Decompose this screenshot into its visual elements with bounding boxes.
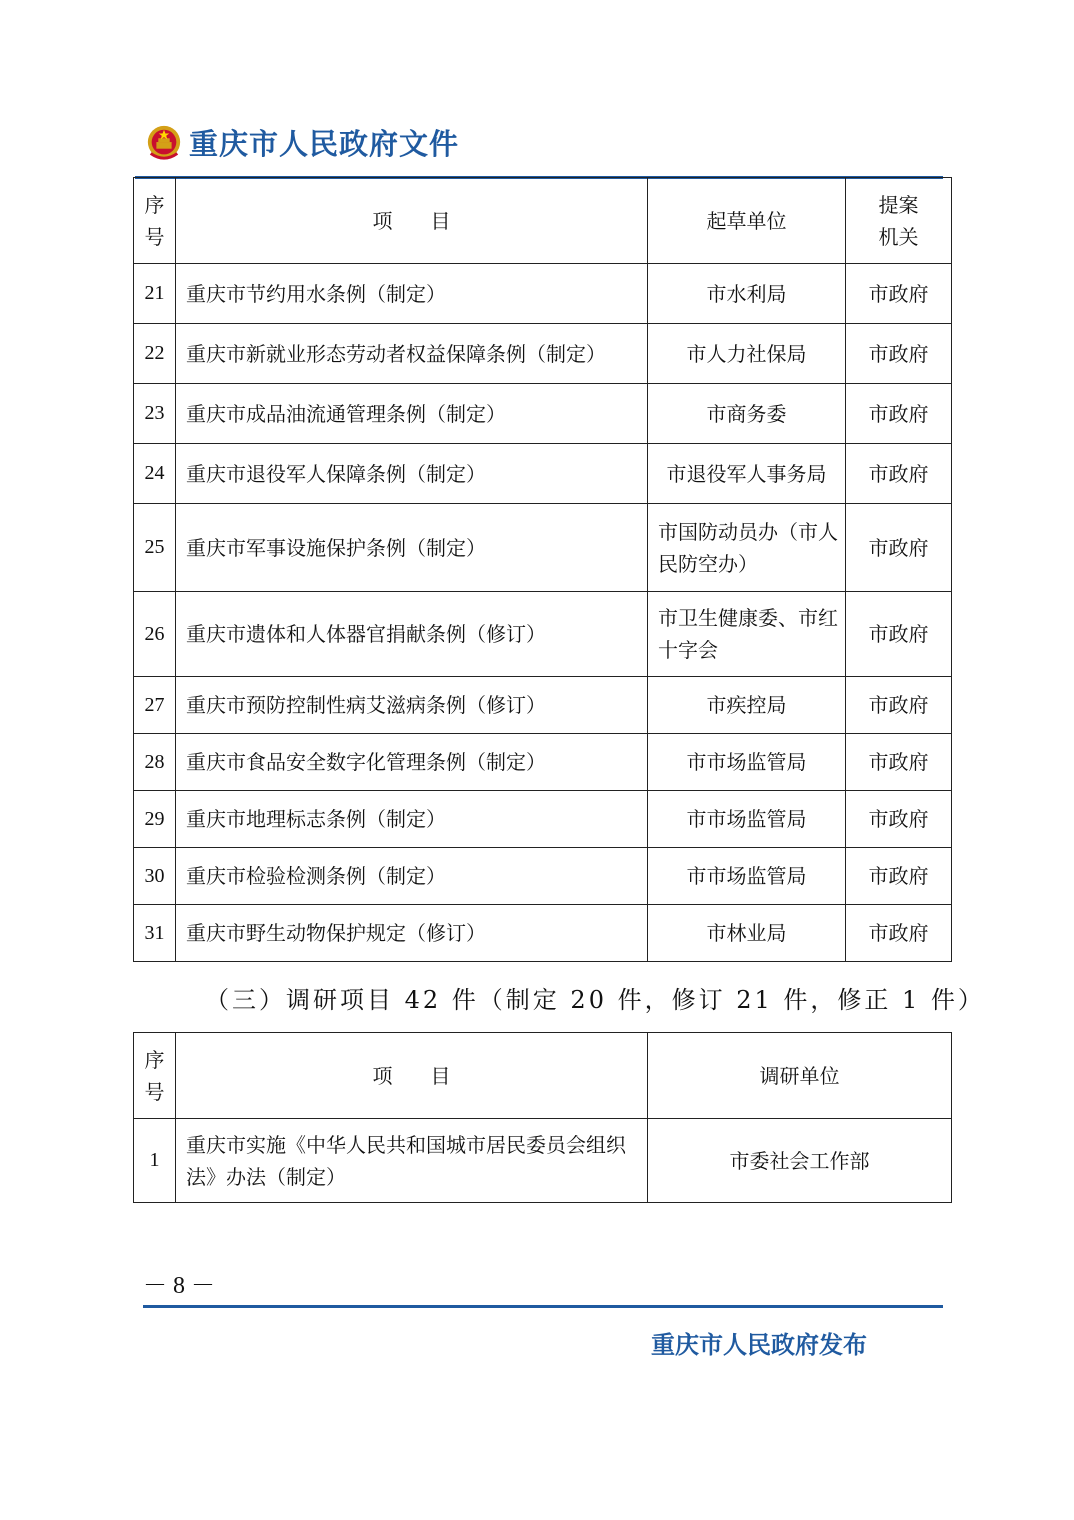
row-number: 26 bbox=[134, 592, 176, 677]
row-drafter: 市水利局 bbox=[648, 264, 846, 324]
row-item: 重庆市实施《中华人民共和国城市居民委员会组织法》办法（制定） bbox=[176, 1119, 648, 1203]
footer-rule bbox=[143, 1305, 943, 1308]
row-item: 重庆市食品安全数字化管理条例（制定） bbox=[176, 734, 648, 791]
header-unit: 调研单位 bbox=[648, 1033, 952, 1119]
row-number: 31 bbox=[134, 905, 176, 962]
row-proposer: 市政府 bbox=[846, 848, 952, 905]
row-number: 30 bbox=[134, 848, 176, 905]
row-item: 重庆市遗体和人体器官捐献条例（修订） bbox=[176, 592, 648, 677]
row-drafter: 市市场监管局 bbox=[648, 791, 846, 848]
national-emblem-icon bbox=[145, 123, 183, 163]
row-drafter: 市市场监管局 bbox=[648, 848, 846, 905]
row-item: 重庆市节约用水条例（制定） bbox=[176, 264, 648, 324]
row-number: 1 bbox=[134, 1119, 176, 1203]
header-no: 序 号 bbox=[134, 1033, 176, 1119]
row-number: 24 bbox=[134, 444, 176, 504]
table-row bbox=[134, 384, 952, 444]
row-number: 28 bbox=[134, 734, 176, 791]
table-row bbox=[134, 1119, 952, 1203]
row-proposer: 市政府 bbox=[846, 324, 952, 384]
row-proposer: 市政府 bbox=[846, 677, 952, 734]
row-item: 重庆市新就业形态劳动者权益保障条例（制定） bbox=[176, 324, 648, 384]
header-item: 项 目 bbox=[176, 1033, 648, 1119]
table-row bbox=[134, 444, 952, 504]
legislation-table bbox=[133, 177, 952, 962]
row-drafter: 市疾控局 bbox=[648, 677, 846, 734]
row-proposer: 市政府 bbox=[846, 264, 952, 324]
row-proposer: 市政府 bbox=[846, 905, 952, 962]
row-item: 重庆市成品油流通管理条例（制定） bbox=[176, 384, 648, 444]
publisher-label: 重庆市人民政府发布 bbox=[651, 1330, 867, 1359]
row-proposer: 市政府 bbox=[846, 384, 952, 444]
header-proposer: 提案 机关 bbox=[846, 178, 952, 264]
table-row bbox=[134, 677, 952, 734]
table-row bbox=[134, 791, 952, 848]
table-row bbox=[134, 905, 952, 962]
row-drafter: 市卫生健康委、市红十字会 bbox=[648, 592, 846, 677]
row-item: 重庆市检验检测条例（制定） bbox=[176, 848, 648, 905]
row-item: 重庆市地理标志条例（制定） bbox=[176, 791, 648, 848]
row-proposer: 市政府 bbox=[846, 504, 952, 592]
table-row bbox=[134, 734, 952, 791]
row-drafter: 市市场监管局 bbox=[648, 734, 846, 791]
row-proposer: 市政府 bbox=[846, 592, 952, 677]
row-item: 重庆市预防控制性病艾滋病条例（修订） bbox=[176, 677, 648, 734]
table-header-row bbox=[134, 1033, 952, 1119]
row-item: 重庆市退役军人保障条例（制定） bbox=[176, 444, 648, 504]
table-row bbox=[134, 504, 952, 592]
row-item: 重庆市野生动物保护规定（修订） bbox=[176, 905, 648, 962]
row-proposer: 市政府 bbox=[846, 791, 952, 848]
table-header-row bbox=[134, 178, 952, 264]
row-number: 25 bbox=[134, 504, 176, 592]
table-row bbox=[134, 324, 952, 384]
section-heading: （三）调研项目 42 件（制定 20 件，修订 21 件，修正 1 件） bbox=[205, 986, 985, 1014]
row-proposer: 市政府 bbox=[846, 734, 952, 791]
header-no: 序 号 bbox=[134, 178, 176, 264]
table-row bbox=[134, 848, 952, 905]
table-row bbox=[134, 592, 952, 677]
row-item: 重庆市军事设施保护条例（制定） bbox=[176, 504, 648, 592]
row-drafter: 市林业局 bbox=[648, 905, 846, 962]
document-header bbox=[145, 122, 459, 163]
row-number: 21 bbox=[134, 264, 176, 324]
header-item: 项 目 bbox=[176, 178, 648, 264]
row-number: 23 bbox=[134, 384, 176, 444]
row-number: 29 bbox=[134, 791, 176, 848]
row-drafter: 市商务委 bbox=[648, 384, 846, 444]
header-title: 重庆市人民政府文件 bbox=[189, 127, 460, 161]
research-table bbox=[133, 1032, 952, 1203]
row-drafter: 市退役军人事务局 bbox=[648, 444, 846, 504]
row-number: 22 bbox=[134, 324, 176, 384]
row-drafter: 市人力社保局 bbox=[648, 324, 846, 384]
row-unit: 市委社会工作部 bbox=[648, 1119, 952, 1203]
table-row bbox=[134, 264, 952, 324]
row-proposer: 市政府 bbox=[846, 444, 952, 504]
page-number: － 8 － bbox=[143, 1273, 215, 1299]
header-drafter: 起草单位 bbox=[648, 178, 846, 264]
row-number: 27 bbox=[134, 677, 176, 734]
row-drafter: 市国防动员办（市人民防空办） bbox=[648, 504, 846, 592]
